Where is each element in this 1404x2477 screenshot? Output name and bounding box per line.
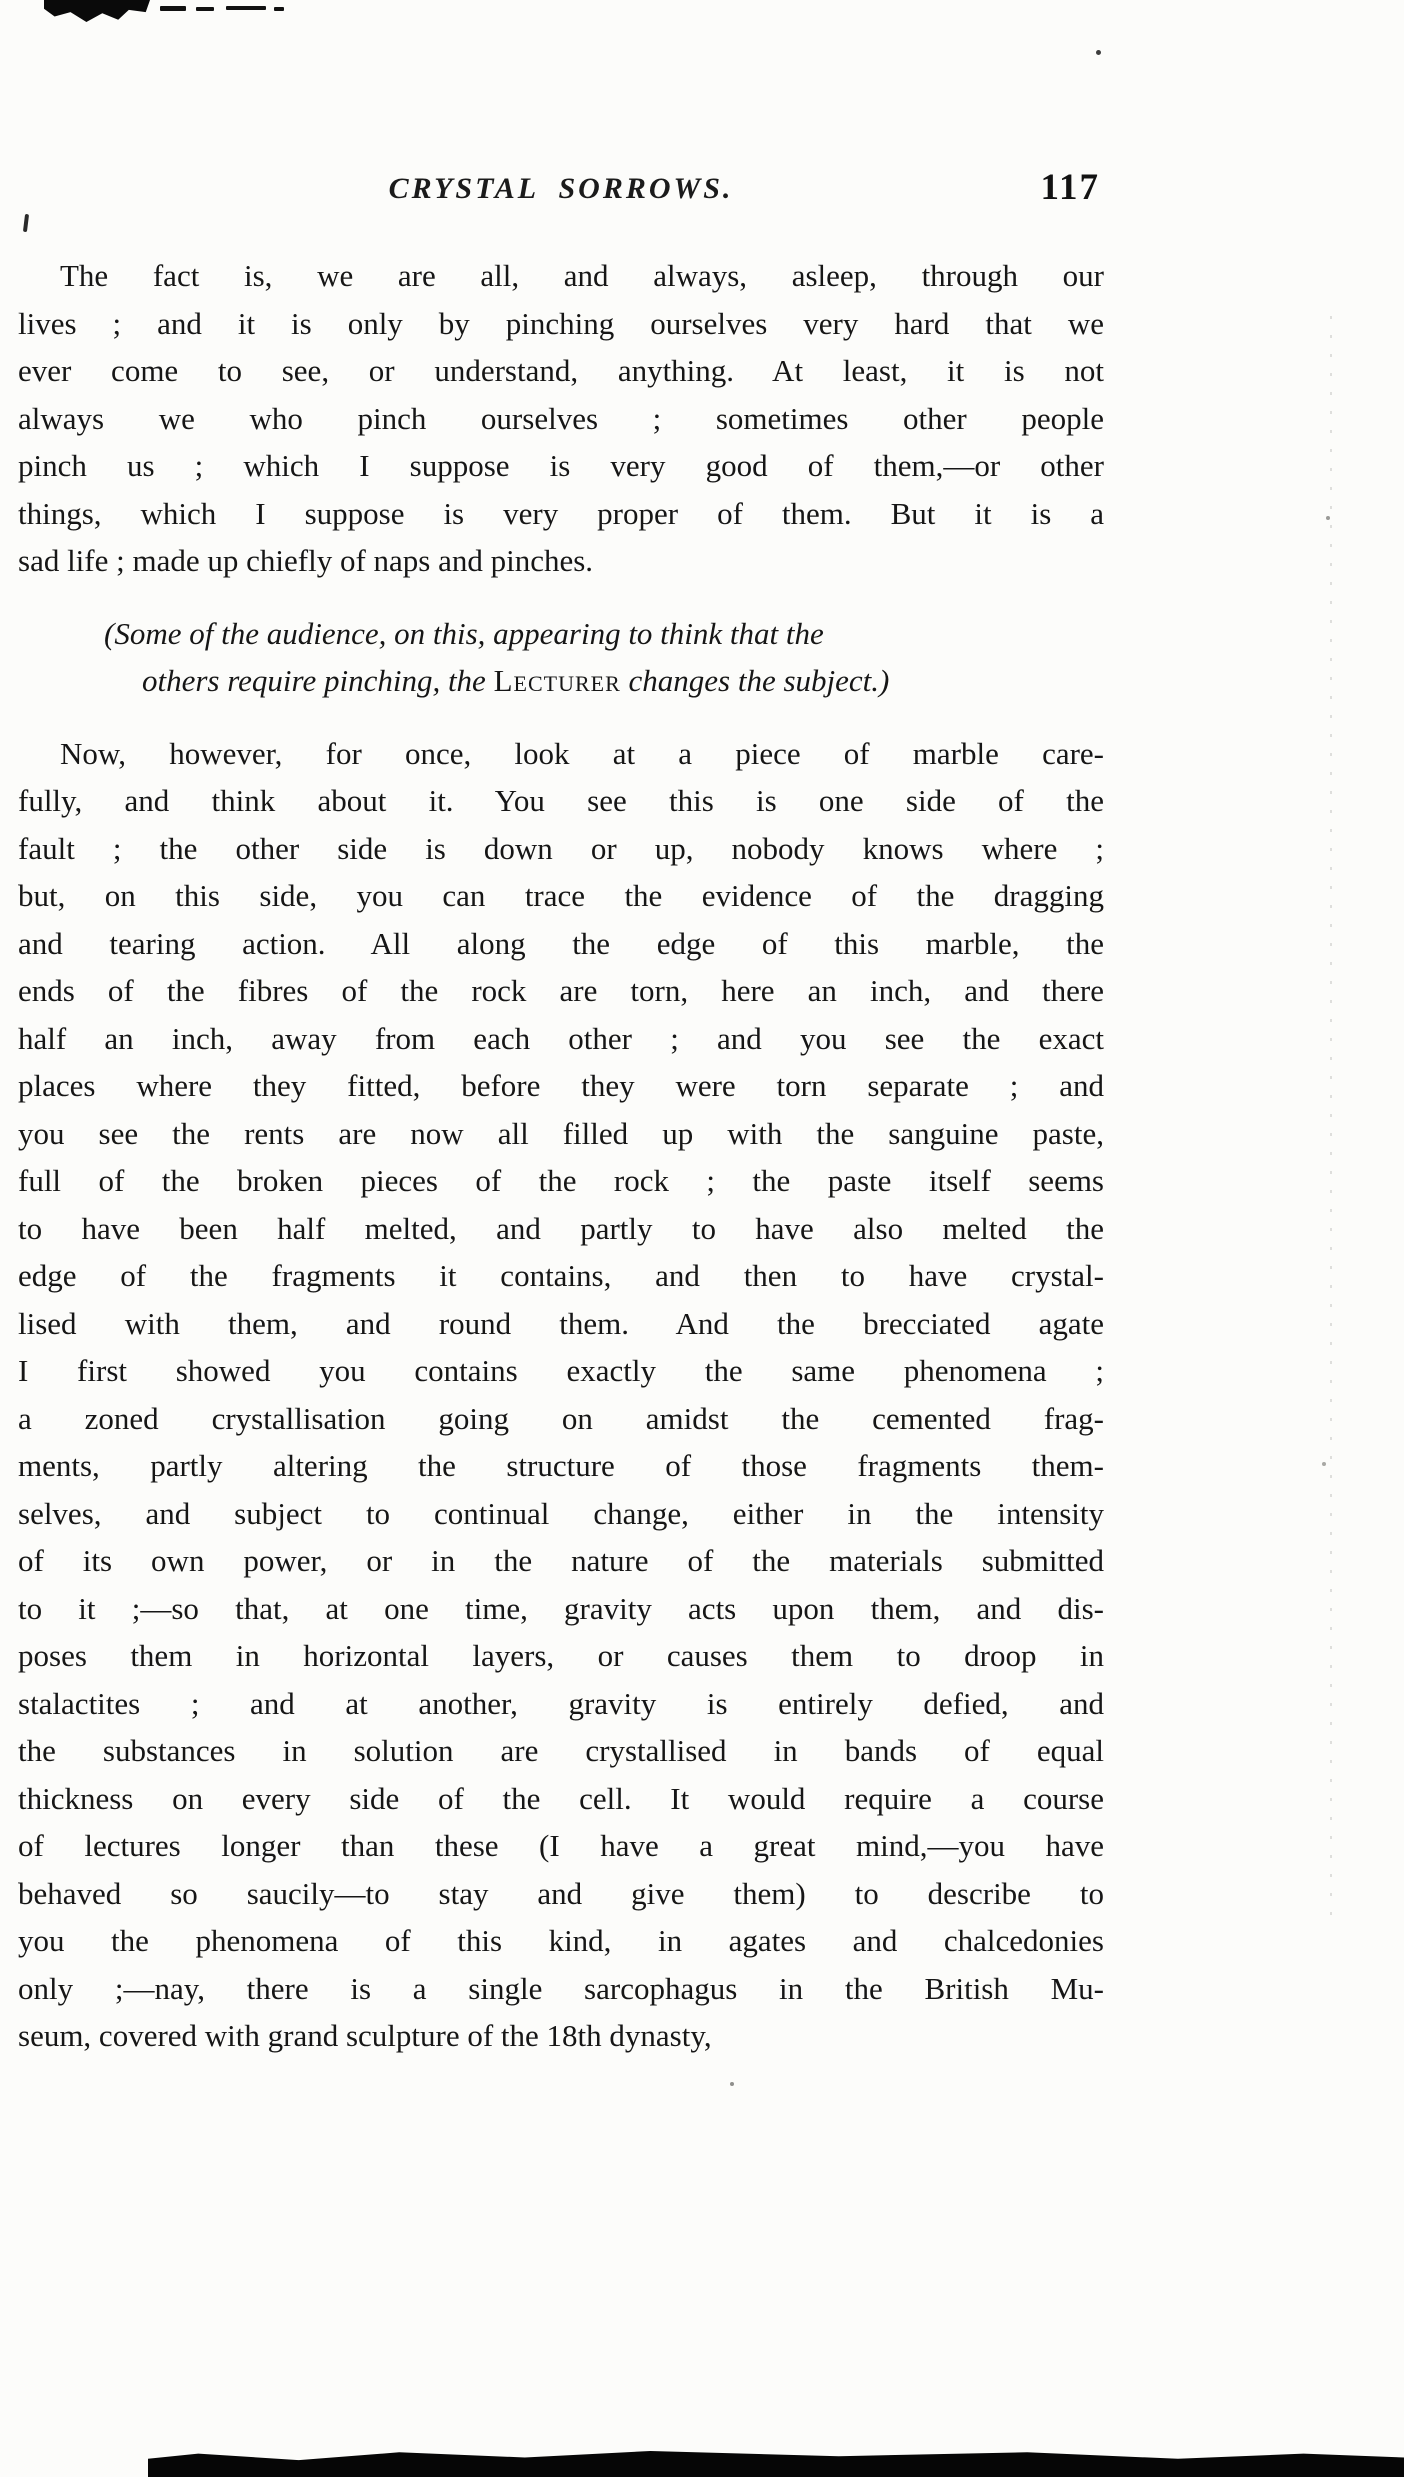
text-line: and tearing action. All along the edge of this marble, the <box>18 925 1104 961</box>
text-line: things, which I suppose is very proper of them. But it is a <box>18 495 1104 531</box>
text-line: thickness on every side of the cell. It would require a course <box>18 1780 1104 1816</box>
text-line: lised with them, and round them. And the brecciated agate <box>18 1305 1104 1341</box>
text-line: seum, covered with grand sculpture of the 18th dynasty, <box>18 2018 712 2053</box>
scan-artifact-dash <box>196 7 214 11</box>
scan-artifact-dash <box>274 7 284 11</box>
scan-artifact-top-left <box>44 0 150 22</box>
scan-artifact-dot <box>1322 1462 1326 1466</box>
smallcaps-word: Lecturer <box>493 663 621 698</box>
scan-artifact-dot <box>1096 50 1101 55</box>
text-line: The fact is, we are all, and always, asleep, through our <box>60 258 1104 293</box>
page-number: 117 <box>1040 167 1100 208</box>
text-line: selves, and subject to continual change, either in the intensity <box>18 1495 1104 1531</box>
text-line: Now, however, for once, look at a piece of marble care- <box>60 735 1104 771</box>
page-text <box>18 252 1104 2060</box>
scan-artifact-bottom-edge <box>148 2451 1404 2477</box>
text-line: always we who pinch ourselves ; sometimes other people <box>18 400 1104 436</box>
text-line: sad life ; made up chiefly of naps and pinches. <box>18 543 594 578</box>
text-line: fault ; the other side is down or up, nobody knows where ; <box>18 830 1104 866</box>
text-line: ments, partly altering the structure of those fragments them- <box>18 1448 1104 1483</box>
text-line: only ;—nay, there is a single sarcophagus in the British Mu- <box>18 1970 1104 2006</box>
text-line: but, on this side, you can trace the evidence of the dragging <box>18 878 1104 913</box>
text-segment: changes the subject.) <box>620 663 890 698</box>
running-title: CRYSTAL SORROWS. <box>388 172 734 205</box>
text-line: half an inch, away from each other ; and you see the exact <box>18 1020 1104 1056</box>
text-line: the substances in solution are crystallised in bands of equal <box>18 1733 1104 1768</box>
scan-artifact-dot <box>730 2082 734 2086</box>
text-segment: others require pinching, the <box>142 663 494 698</box>
text-line: of lectures longer than these (I have a great mind,—you have <box>18 1828 1104 1863</box>
text-line: lives ; and it is only by pinching ourselves very hard that we <box>18 305 1104 341</box>
text-line: pinch us ; which I suppose is very good of them,—or other <box>18 448 1104 483</box>
text-line: behaved so saucily—to stay and give them) to describe to <box>18 1875 1104 1911</box>
text-line: poses them in horizontal layers, or causes them to droop in <box>18 1638 1104 1673</box>
text-line: a zoned crystallisation going on amidst the cemented frag- <box>18 1400 1104 1436</box>
stage-direction <box>18 610 1104 705</box>
text-line: full of the broken pieces of the rock ; the paste itself seems <box>18 1163 1104 1198</box>
text-line: places where they fitted, before they were torn separate ; and <box>18 1068 1104 1103</box>
text-line: you see the rents are now all filled up with the sanguine paste, <box>18 1115 1104 1151</box>
text-line: stalactites ; and at another, gravity is entirely defied, and <box>18 1685 1104 1721</box>
scan-artifact-dash <box>226 6 266 10</box>
text-line: of its own power, or in the nature of the materials submitted <box>18 1543 1104 1578</box>
page-header <box>18 167 1104 222</box>
text-line: edge of the fragments it contains, and then to have crystal- <box>18 1258 1104 1293</box>
text-line <box>18 657 1104 705</box>
scan-artifact-dash <box>160 6 186 11</box>
text-line: fully, and think about it. You see this is one side of the <box>18 783 1104 818</box>
text-line: ever come to see, or understand, anything. At least, it is not <box>18 353 1104 388</box>
text-line: (Some of the audience, on this, appearing to think that the <box>104 615 824 651</box>
text-line: to have been half melted, and partly to have also melted the <box>18 1210 1104 1246</box>
scan-artifact-speckle-line <box>1330 300 1332 1920</box>
text-line: I first showed you contains exactly the same phenomena ; <box>18 1353 1104 1388</box>
paragraph <box>18 252 1104 585</box>
paragraph <box>18 730 1104 2060</box>
text-line: ends of the fibres of the rock are torn, here an inch, and there <box>18 973 1104 1008</box>
text-line: to it ;—so that, at one time, gravity acts upon them, and dis- <box>18 1590 1104 1626</box>
text-line: you the phenomena of this kind, in agates and chalcedonies <box>18 1923 1104 1958</box>
